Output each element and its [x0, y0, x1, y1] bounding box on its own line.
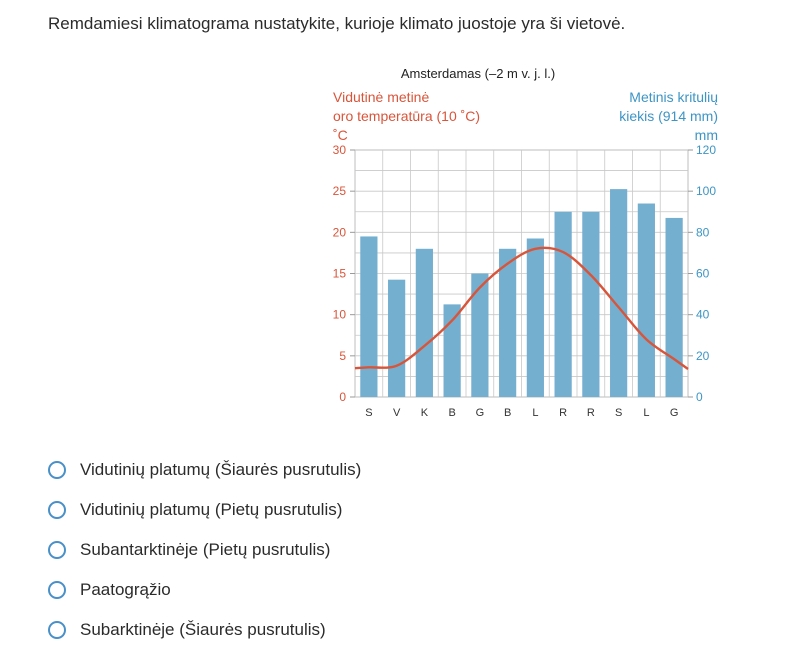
- option-label: Subarktinėje (Šiaurės pusrutulis): [80, 620, 326, 639]
- precipitation-bar: [666, 218, 683, 397]
- radio-icon[interactable]: [48, 581, 66, 599]
- left-axis-title: oro temperatūra (10 ˚C): [333, 108, 481, 124]
- left-tick-label: 30: [332, 143, 346, 157]
- right-tick-label: 60: [696, 266, 710, 281]
- left-tick-label: 25: [332, 184, 346, 199]
- precipitation-bar: [610, 189, 627, 397]
- left-tick-label: 5: [339, 348, 346, 363]
- left-axis-title: ˚C: [333, 127, 348, 143]
- precipitation-bar: [388, 280, 405, 397]
- right-tick-label: 20: [696, 348, 710, 363]
- month-label: S: [614, 407, 623, 419]
- climatogram-svg: [320, 60, 740, 430]
- radio-icon[interactable]: [48, 541, 66, 559]
- month-label: L: [532, 407, 539, 419]
- option-4[interactable]: [48, 610, 361, 650]
- option-1[interactable]: [48, 490, 361, 530]
- precipitation-bar: [471, 274, 488, 398]
- precipitation-bar: [499, 249, 516, 397]
- left-tick-label: 20: [332, 225, 346, 240]
- right-tick-label: 120: [696, 143, 717, 157]
- left-tick-label: 10: [332, 307, 346, 322]
- right-axis-title: kiekis (914 mm): [619, 108, 718, 124]
- month-label: R: [559, 407, 568, 419]
- month-label: R: [586, 407, 595, 419]
- right-tick-label: 80: [696, 225, 710, 240]
- right-tick-label: 0: [696, 390, 703, 404]
- month-label: L: [643, 407, 650, 419]
- precipitation-bar: [360, 236, 377, 397]
- precipitation-bar: [582, 212, 599, 397]
- chart-title: Amsterdamas (–2 m v. j. l.): [400, 66, 556, 81]
- month-label: K: [420, 407, 429, 419]
- right-axis-title: Metinis kritulių: [629, 89, 718, 105]
- option-label: Subantarktinėje (Pietų pusrutulis): [80, 540, 331, 559]
- right-tick-label: 40: [696, 307, 710, 322]
- question-text: Remdamiesi klimatograma nustatykite, kurioje klimato juostoje yra ši vietovė.: [48, 14, 626, 33]
- answer-options: [48, 450, 361, 650]
- right-tick-label: 100: [696, 184, 717, 199]
- option-3[interactable]: [48, 570, 361, 610]
- precipitation-bar: [444, 304, 461, 397]
- month-label: S: [365, 407, 373, 419]
- option-0[interactable]: [48, 450, 361, 490]
- month-label: G: [475, 407, 485, 419]
- precipitation-bar: [638, 204, 655, 397]
- left-axis-title: Vidutinė metinė: [333, 89, 430, 105]
- left-tick-label: 15: [332, 266, 346, 281]
- option-label: Vidutinių platumų (Šiaurės pusrutulis): [80, 460, 362, 479]
- month-label: V: [392, 407, 401, 419]
- option-label: Paatogrąžio: [80, 580, 171, 599]
- right-axis-title: mm: [694, 127, 718, 143]
- radio-icon[interactable]: [48, 461, 66, 479]
- option-label: Vidutinių platumų (Pietų pusrutulis): [80, 500, 343, 519]
- month-label: B: [448, 407, 456, 419]
- precipitation-bar: [416, 249, 433, 397]
- radio-icon[interactable]: [48, 621, 66, 639]
- precipitation-bar: [527, 239, 544, 397]
- radio-icon[interactable]: [48, 501, 66, 519]
- climatogram-chart: [320, 60, 740, 430]
- precipitation-bar: [555, 212, 572, 397]
- month-label: B: [503, 407, 512, 419]
- month-label: G: [669, 407, 679, 419]
- left-tick-label: 0: [339, 390, 346, 404]
- option-2[interactable]: [48, 530, 361, 570]
